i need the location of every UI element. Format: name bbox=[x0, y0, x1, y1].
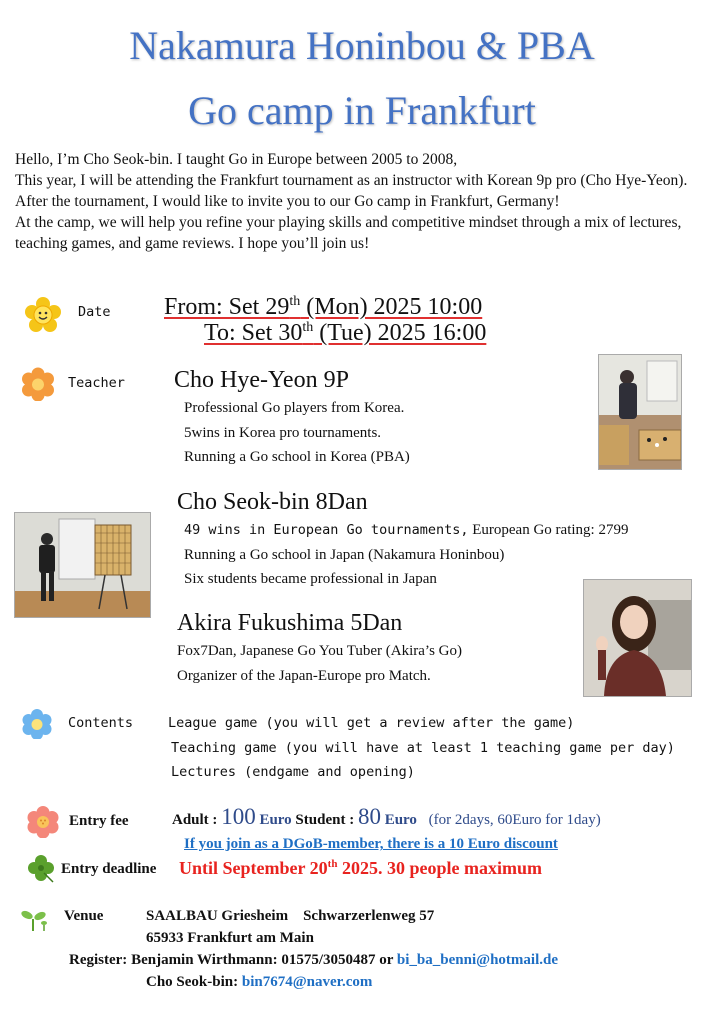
date-to bbox=[204, 320, 486, 347]
teacher-1-line: Running a Go school in Korea (PBA) bbox=[184, 449, 410, 465]
fee-student-unit: Euro bbox=[380, 812, 417, 828]
fee-student-label: Student : bbox=[291, 812, 358, 828]
contents-label: Contents bbox=[68, 715, 134, 731]
teacher-3-photo bbox=[583, 579, 692, 697]
teacher-3-line: Fox7Dan, Japanese Go You Tuber (Akira’s Go) bbox=[177, 643, 462, 659]
teacher-1-line: Professional Go players from Korea. bbox=[184, 400, 405, 416]
teacher-2-line: Running a Go school in Japan (Nakamura Honinbou) bbox=[184, 546, 505, 563]
venue-address-line-2: 65933 Frankfurt am Main bbox=[146, 930, 314, 946]
teacher-1-name: Cho Hye-Yeon 9P bbox=[174, 367, 349, 393]
date-from-prefix: From: Set 29 bbox=[164, 294, 290, 320]
date-to-suffix: (Tue) 2025 16:00 bbox=[313, 320, 487, 346]
teacher-2-desc bbox=[184, 518, 628, 592]
clover-icon bbox=[26, 853, 56, 883]
deadline-text-a: Until September 20 bbox=[179, 858, 328, 878]
cho-email-link[interactable]: bin7674@naver.com bbox=[241, 974, 373, 990]
sprout-icon bbox=[20, 907, 48, 933]
date-to-sup: th bbox=[302, 320, 314, 335]
fee-adult-amount: 100 bbox=[221, 804, 256, 829]
intro-paragraph-3: At the camp, we will help you refine your playing skills and competitive mindset through a mix of lectures, teaching games, and game reviews. I hope you’ll join us! bbox=[15, 214, 682, 252]
deadline-label: Entry deadline bbox=[61, 861, 157, 877]
venue-address-line-1: SAALBAU Griesheim Schwarzerlenweg 57 bbox=[146, 908, 435, 924]
fee-adult-unit: Euro bbox=[255, 812, 292, 828]
intro-paragraph-2: This year, I will be attending the Frankfurt tournament as an instructor with Korean 9p pro (Cho Hye-Yeon). After the tournament, I would like to invite you to our Go camp in Frankfurt, Germany! bbox=[15, 172, 688, 210]
orange-flower-icon bbox=[21, 367, 55, 401]
teacher-2-name: Cho Seok-bin 8Dan bbox=[177, 489, 368, 515]
date-label: Date bbox=[78, 304, 111, 320]
deadline-text bbox=[179, 858, 542, 879]
cho-contact-label: Cho Seok-bin: bbox=[146, 974, 242, 990]
fee-discount-note: If you join as a DGoB-member, there is a 10 Euro discount bbox=[184, 836, 558, 852]
teacher-1-desc bbox=[184, 396, 410, 470]
cho-contact-line bbox=[146, 974, 372, 991]
fee-line bbox=[172, 804, 601, 830]
teacher-3-line: Organizer of the Japan-Europe pro Match. bbox=[177, 667, 431, 684]
register-text: Benjamin Wirthmann: 01575/3050487 or bbox=[131, 952, 397, 968]
teacher-label: Teacher bbox=[68, 375, 125, 391]
page-title: Nakamura Honinbou & PBA bbox=[129, 23, 595, 68]
deadline-sup: th bbox=[327, 858, 338, 870]
teacher-2-rating: European Go rating: 2799 bbox=[468, 522, 629, 538]
deadline-text-b: 2025. 30 people maximum bbox=[337, 858, 542, 878]
fee-label: Entry fee bbox=[69, 813, 129, 829]
intro-paragraph-1: Hello, I’m Cho Seok-bin. I taught Go in Europe between 2005 to 2008, bbox=[15, 151, 458, 168]
teacher-2-photo bbox=[14, 512, 151, 618]
teacher-3-name: Akira Fukushima 5Dan bbox=[177, 610, 403, 636]
page-subtitle: Go camp in Frankfurt bbox=[188, 88, 536, 133]
register-label: Register: bbox=[69, 952, 132, 968]
teacher-3-desc bbox=[177, 639, 462, 688]
blue-flower-icon bbox=[22, 709, 52, 739]
date-from-sup: th bbox=[289, 294, 301, 309]
teacher-1-photo bbox=[598, 354, 682, 470]
venue-label: Venue bbox=[64, 908, 104, 924]
smiley-flower-icon bbox=[25, 297, 61, 333]
contents-item-1: League game (you will get a review after the game) bbox=[168, 715, 575, 731]
pink-flower-icon bbox=[27, 806, 59, 838]
date-from-suffix: (Mon) 2025 10:00 bbox=[300, 294, 483, 320]
register-email-link[interactable]: bi_ba_benni@hotmail.de bbox=[396, 952, 558, 968]
contents-item-2: Teaching game (you will have at least 1 teaching game per day) bbox=[171, 740, 675, 756]
intro-text bbox=[15, 149, 715, 254]
date-from bbox=[164, 294, 482, 321]
teacher-1-line: 5wins in Korea pro tournaments. bbox=[184, 424, 382, 441]
date-to-prefix: To: Set 30 bbox=[204, 320, 303, 346]
register-line bbox=[69, 952, 558, 969]
teacher-2-wins: 49 wins in European Go tournaments, bbox=[184, 522, 469, 538]
contents-item-3: Lectures (endgame and opening) bbox=[171, 764, 415, 780]
fee-student-amount: 80 bbox=[357, 804, 381, 829]
fee-note: (for 2days, 60Euro for 1day) bbox=[428, 812, 601, 828]
teacher-2-line: Six students became professional in Japan bbox=[184, 571, 437, 587]
fee-adult-label: Adult : bbox=[172, 812, 222, 828]
